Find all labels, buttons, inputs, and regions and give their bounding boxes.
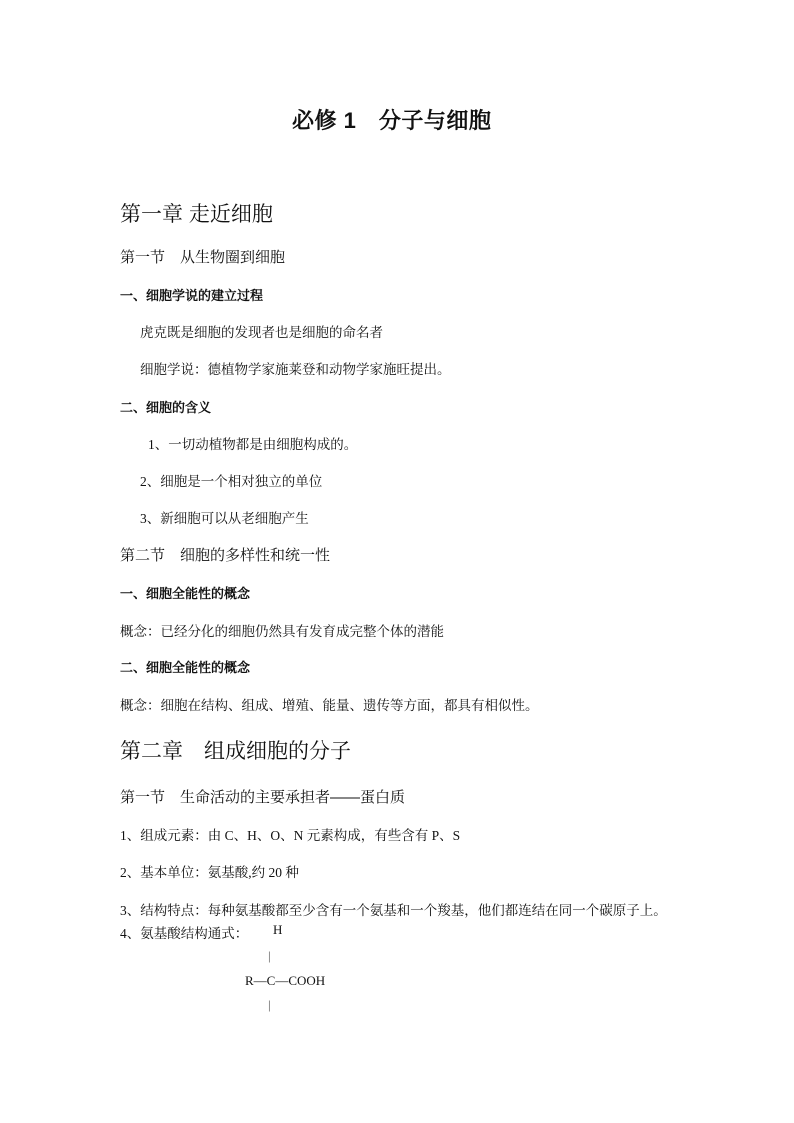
formula-bond-top: |	[268, 948, 271, 963]
section-1-1-title: 第一节 从生物圈到细胞	[120, 249, 286, 266]
protein-item-4: 4、氨基酸结构通式：	[120, 926, 249, 941]
cell-meaning-item-3: 3、新细胞可以从老细胞产生	[140, 511, 309, 526]
totipotency-heading: 一、细胞全能性的概念	[120, 586, 251, 601]
chapter-1-title: 第一章 走近细胞	[120, 203, 273, 226]
formula-hydrogen: H	[273, 922, 283, 937]
protein-item-3: 3、结构特点：每种氨基酸都至少含有一个氨基和一个羧基，他们都连结在同一个碳原子上。	[120, 903, 667, 918]
chapter-2-title: 第二章 组成细胞的分子	[120, 740, 351, 763]
cell-meaning-item-2: 2、细胞是一个相对独立的单位	[140, 474, 323, 489]
cell-meaning-heading: 二、细胞的含义	[120, 400, 212, 415]
formula-main-chain: R—C—COOH	[245, 973, 326, 988]
cell-meaning-item-1: 1、一切动植物都是由细胞构成的。	[148, 437, 358, 452]
cell-theory-line-1: 虎克既是细胞的发现者也是细胞的命名者	[140, 325, 383, 340]
cell-theory-heading: 一、细胞学说的建立过程	[120, 288, 264, 303]
totipotency-text: 概念：已经分化的细胞仍然具有发育成完整个体的潜能	[120, 624, 444, 639]
protein-item-1: 1、组成元素：由 C、H、O、N 元素构成，有些含有 P、S	[120, 828, 461, 843]
section-2-1-title: 第一节 生命活动的主要承担者——蛋白质	[120, 789, 406, 806]
cell-theory-line-2: 细胞学说：德植物学家施莱登和动物学家施旺提出。	[140, 362, 451, 377]
protein-item-2: 2、基本单位：氨基酸,约 20 种	[120, 865, 299, 880]
formula-bond-bottom: |	[268, 997, 271, 1012]
unity-heading: 二、细胞全能性的概念	[120, 660, 251, 675]
unity-text: 概念：细胞在结构、组成、增殖、能量、遗传等方面，都具有相似性。	[120, 698, 539, 713]
section-1-2-title: 第二节 细胞的多样性和统一性	[120, 547, 331, 564]
page-title: 必修 1 分子与细胞	[292, 108, 492, 133]
